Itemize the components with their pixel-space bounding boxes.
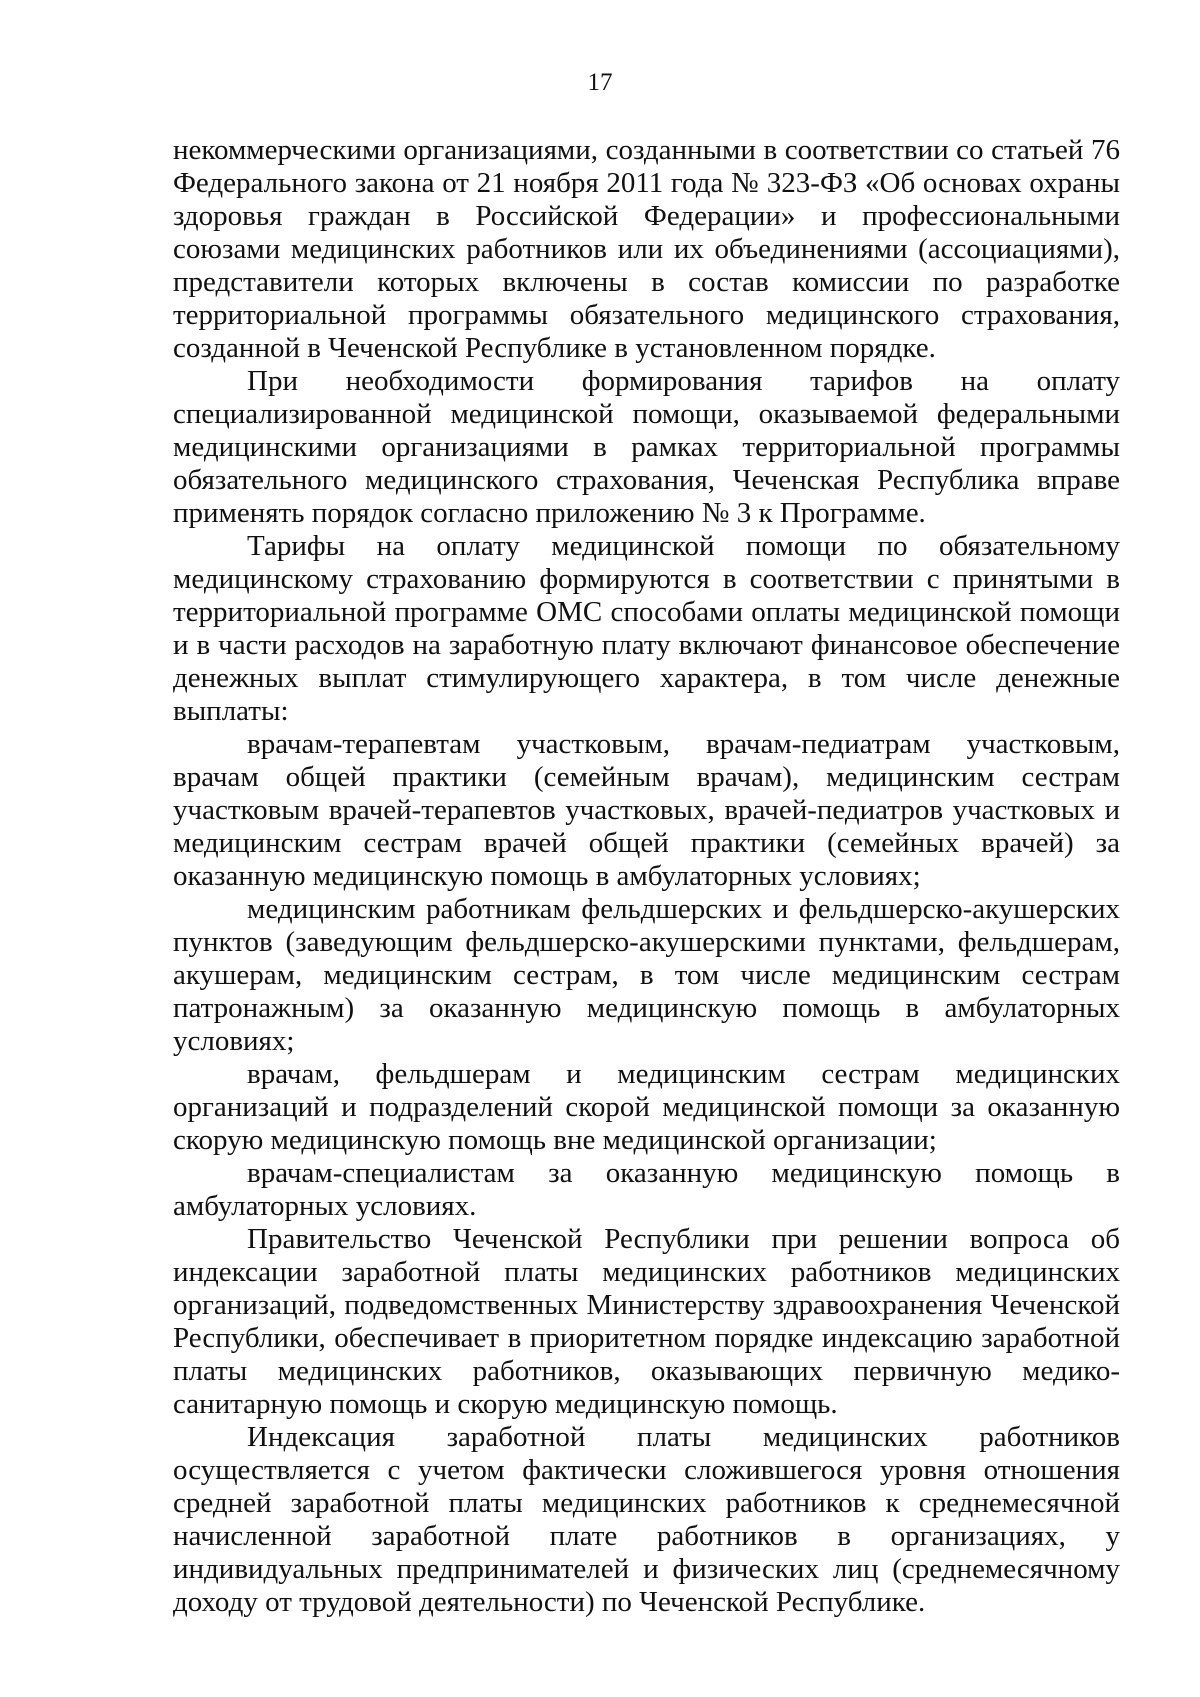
page-number: 17 (587, 69, 613, 96)
list-item-specialists: врачам-специалистам за оказанную медицинскую помощь в амбулаторных условиях. (173, 1157, 1120, 1222)
paragraph-government-indexation: Правительство Чеченской Республики при решении вопроса об индексации заработной платы медицинских работников медицинских организаций, подведомственных Министерству здравоохранения Чеченской Республики, обеспечивает в приоритетном порядке индексацию заработной платы медицинских работников, оказывающих первичную медико-санитарную помощь и скорую медицинскую помощь. (173, 1223, 1120, 1420)
paragraph-specialized-care-tariffs: При необходимости формирования тарифов на оплату специализированной медицинской помощи, оказываемой федеральными медицинскими организациями в рамках территориальной программы обязательного медицинского страхования, Чеченская Республика вправе применять порядок согласно приложению № 3 к Программе. (173, 365, 1120, 529)
list-item-feldsher-points: медицинским работникам фельдшерских и фельдшерско-акушерских пунктов (заведующим фельдшерско-акушерскими пунктами, фельдшерам, акушерам, медицинским сестрам, в том числе медицинским сестрам патронажным) за оказанную медицинскую помощь в амбулаторных условиях; (173, 893, 1120, 1057)
paragraph-tariff-formation: Тарифы на оплату медицинской помощи по обязательному медицинскому страхованию формируются в соответствии с принятыми в территориальной программе ОМС способами оплаты медицинской помощи и в части расходов на заработную плату включают финансовое обеспечение денежных выплат стимулирующего характера, в том числе денежные выплаты: (173, 530, 1120, 727)
document-body (173, 134, 1120, 1619)
paragraph-salary-indexation: Индексация заработной платы медицинских работников осуществляется с учетом фактически сложившегося уровня отношения средней заработной платы медицинских работников к среднемесячной начисленной заработной плате работников в организациях, у индивидуальных предпринимателей и физических лиц (среднемесячному доходу от трудовой деятельности) по Чеченской Республике. (173, 1421, 1120, 1618)
list-item-district-doctors: врачам-терапевтам участковым, врачам-педиатрам участковым, врачам общей практики (семейным врачам), медицинским сестрам участковым врачей-терапевтов участковых, врачей-педиатров участковых и медицинским сестрам врачей общей практики (семейных врачей) за оказанную медицинскую помощь в амбулаторных условиях; (173, 728, 1120, 892)
paragraph-1-continuation: некоммерческими организациями, созданными в соответствии со статьей 76 Федерального закона от 21 ноября 2011 года № 323-ФЗ «Об основах охраны здоровья граждан в Российской Федерации» и профессиональными союзами медицинских работников или их объединениями (ассоциациями), представители которых включены в состав комиссии по разработке территориальной программы обязательного медицинского страхования, созданной в Чеченской Республике в установленном порядке. (173, 134, 1120, 364)
list-item-emergency-care: врачам, фельдшерам и медицинским сестрам медицинских организаций и подразделений скорой медицинской помощи за оказанную скорую медицинскую помощь вне медицинской организации; (173, 1058, 1120, 1156)
